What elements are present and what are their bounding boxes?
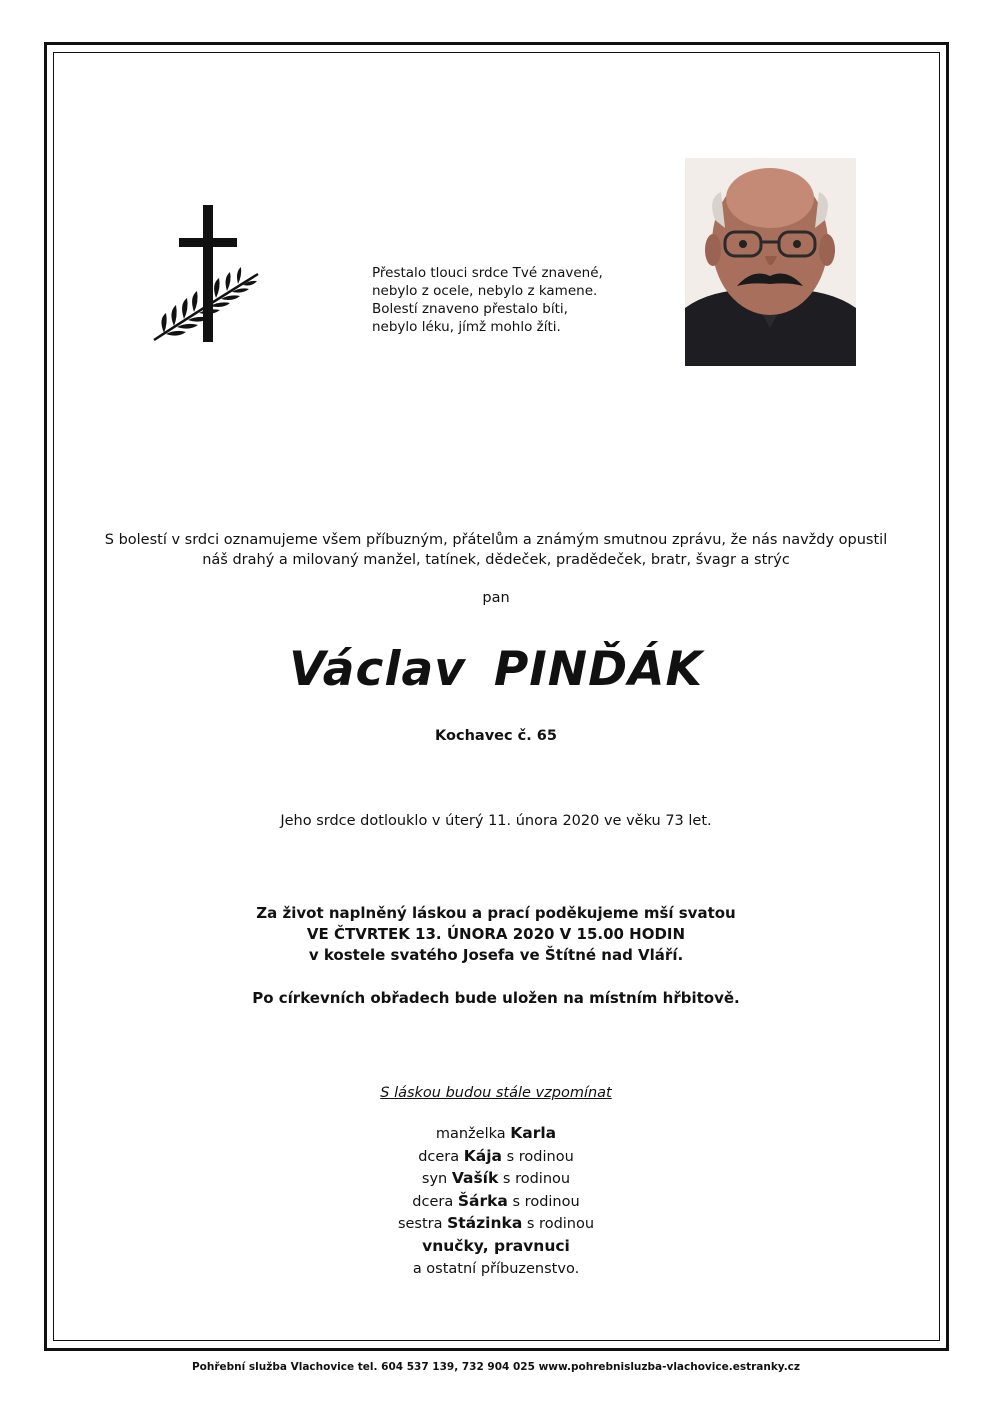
first-name: Václav [289,642,466,697]
intro-line: náš drahý a milovaný manžel, tatínek, dědeček, pradědeček, bratr, švagr a strýc [202,552,790,568]
poem-line: nebylo léku, jímž mohlo žíti. [372,319,561,335]
poem-line: nebylo z ocele, nebylo z kamene. [372,283,598,299]
announcement-text [60,530,932,570]
deceased-name [60,642,932,697]
remember-heading: S láskou budou stále vzpomínat [380,1085,612,1101]
address: Kochavec č. 65 [435,728,557,744]
portrait-photo [685,158,856,366]
poem-line: Přestalo tlouci srdce Tvé znavené, [372,265,603,281]
ceremony-line: v kostele svatého Josefa ve Štítné nad Vláří. [308,946,684,964]
ceremony-line: Za život naplněný láskou a prací poděkujeme mší svatou [256,904,736,922]
memorial-poem [372,264,662,336]
poem-line: Bolestí znaveno přestalo bíti, [372,301,568,317]
cross-with-palm-icon [150,200,262,346]
burial-info: Po církevních obřadech bude uložen na místním hřbitově. [252,989,740,1007]
mourner-line: sestra Stázinka s rodinou [397,1214,595,1232]
mourner-line: vnučky, pravnuci [422,1236,570,1255]
footer-contact: Pohřební služba Vlachovice tel. 604 537 139, 732 904 025 www.pohrebnisluzba-vlachovice.estranky.cz [191,1361,801,1373]
mourner-line: manželka Karla [435,1124,557,1142]
intro-line: S bolestí v srdci oznamujeme všem příbuzným, přátelům a známým smutnou zprávu, že nás navždy opustil [104,532,888,548]
ceremony-line: VE ČTVRTEK 13. ÚNORA 2020 V 15.00 HODIN [306,925,686,943]
mourner-line: dcera Kája s rodinou [418,1146,574,1165]
mourner-line: a ostatní příbuzenstvo. [412,1261,580,1277]
ceremony-info [60,903,932,966]
mourners-list [60,1123,932,1281]
death-notice: Jeho srdce dotlouklo v úterý 11. února 2020 ve věku 73 let. [280,813,712,829]
mourner-line: syn Vašík s rodinou [421,1169,571,1187]
mourner-line: dcera Šárka s rodinou [412,1191,580,1210]
title-prefix: pan [482,590,510,606]
last-name: PINĎÁK [493,642,703,697]
